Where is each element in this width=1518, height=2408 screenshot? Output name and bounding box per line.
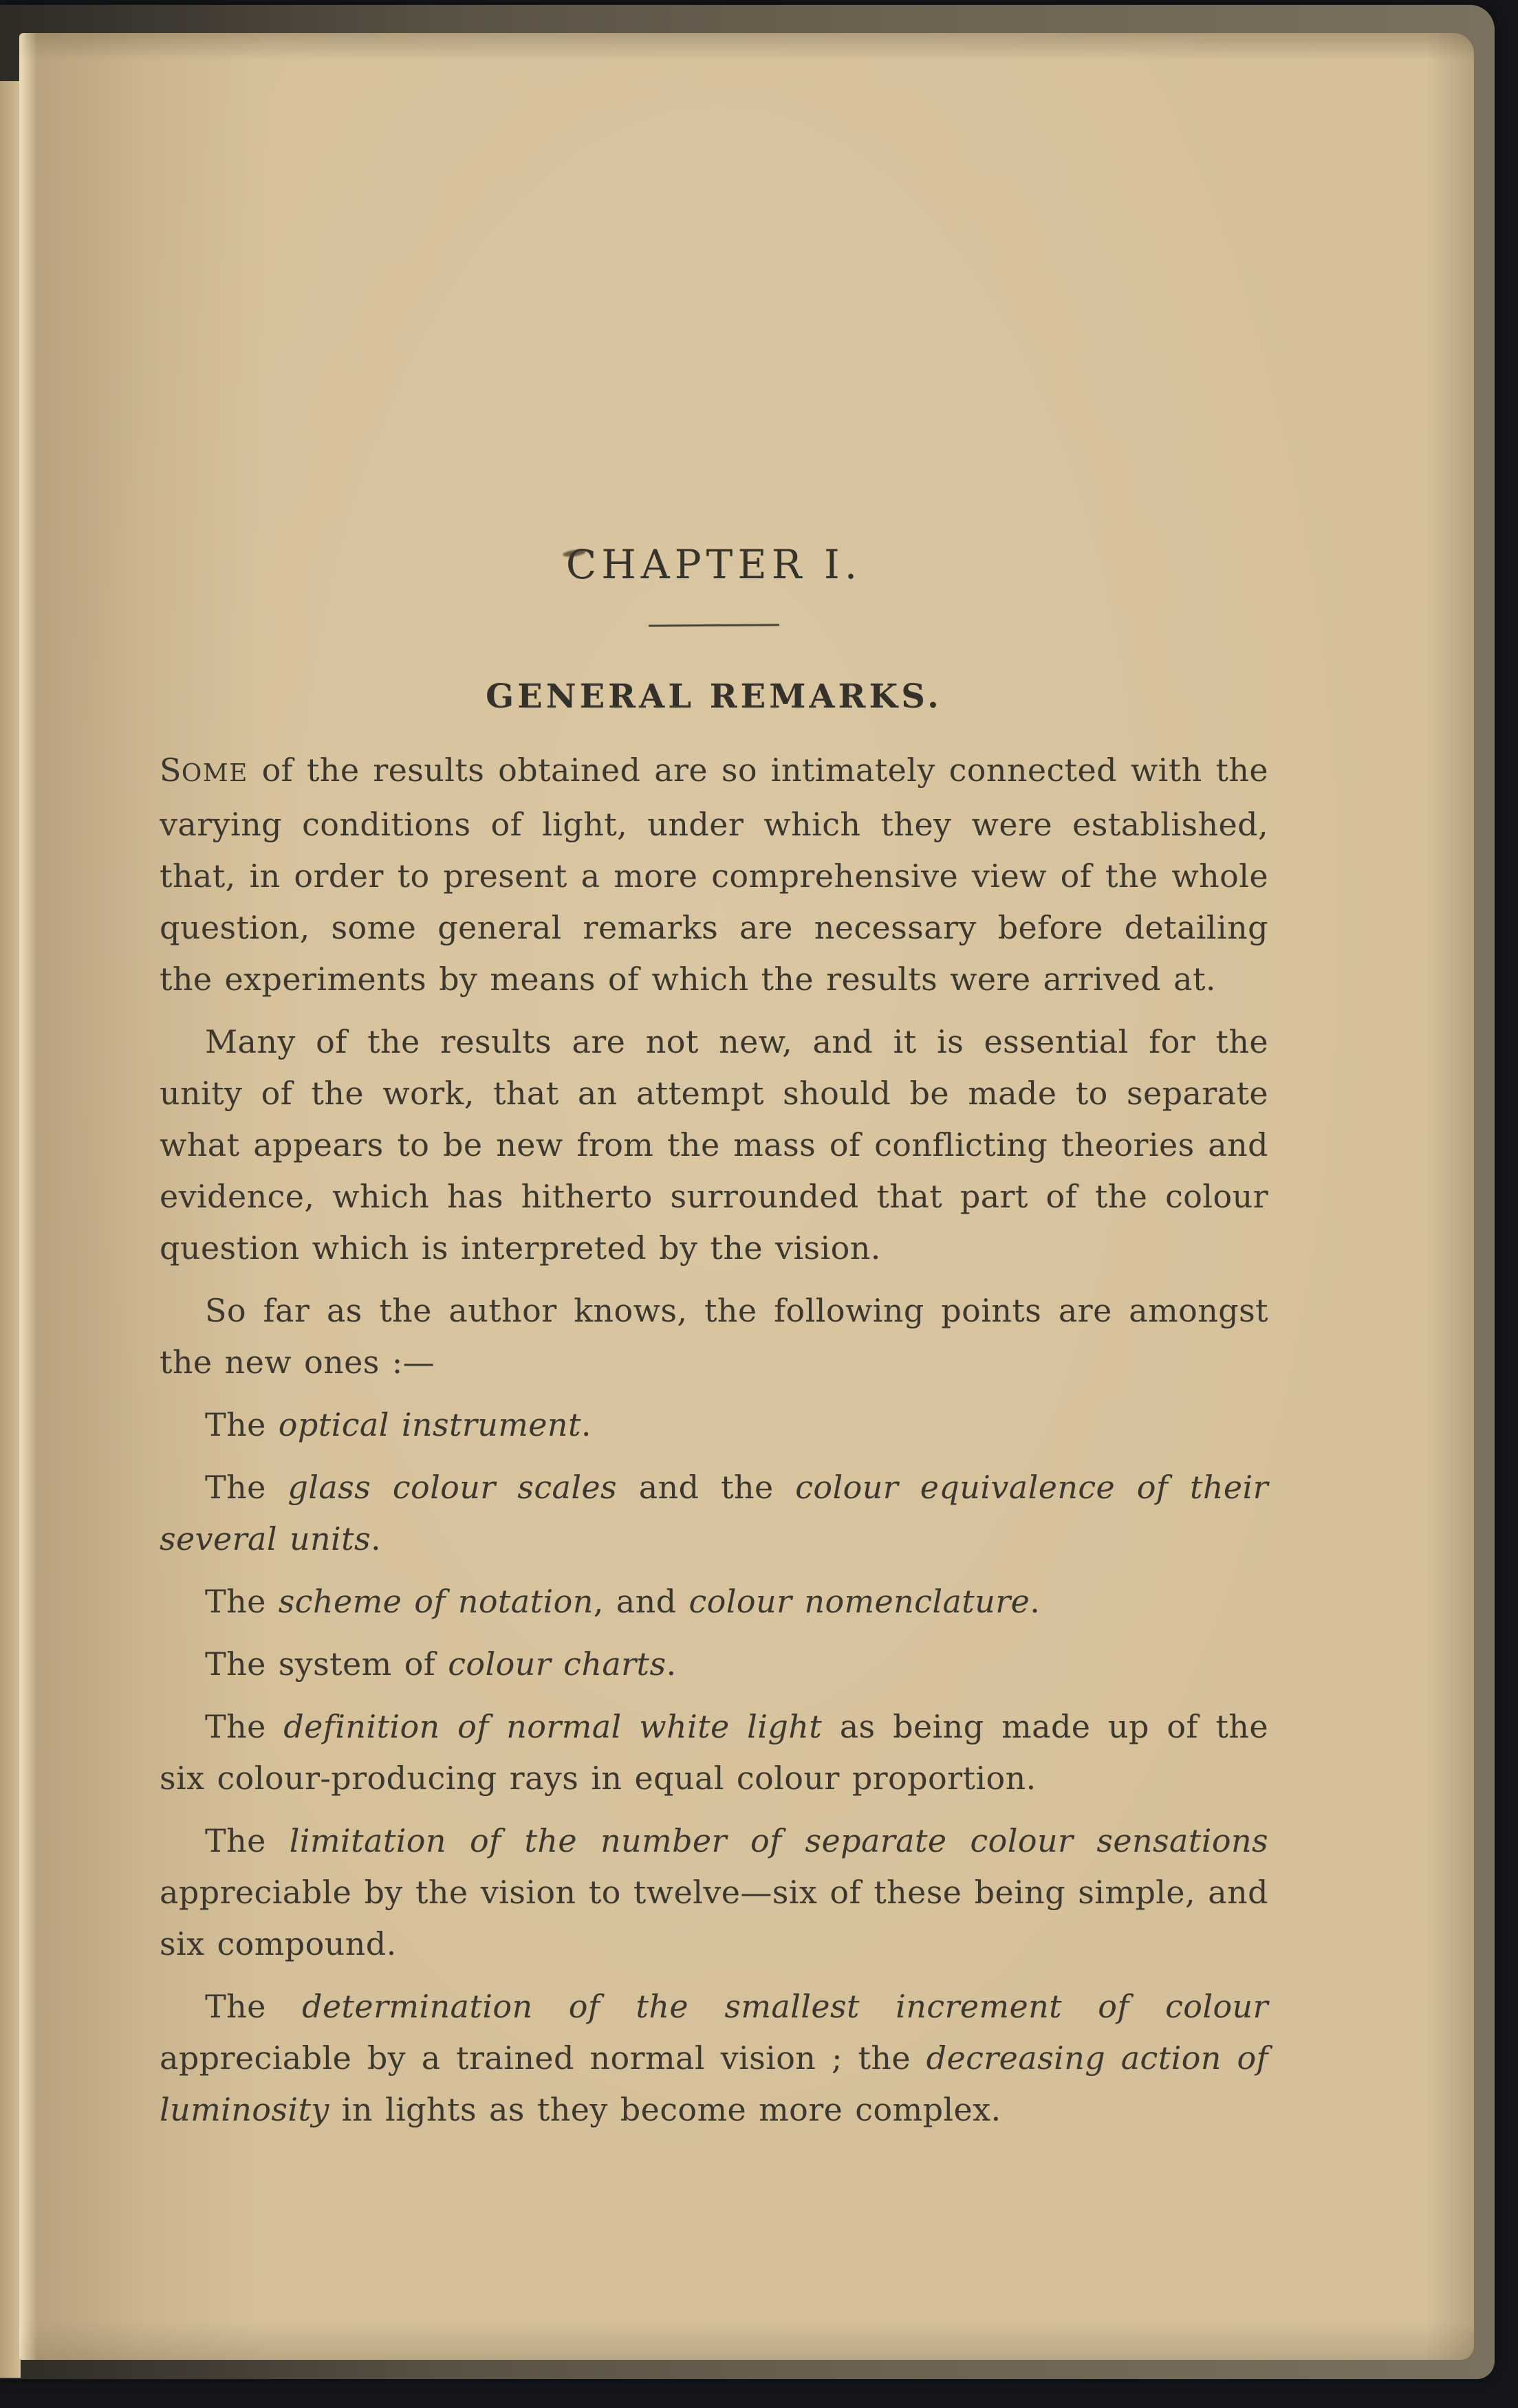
list-item-smallest-increment: The determination of the smallest increment of colour appreciable by a trained normal vision ; the decreasing action of luminosity in lights as they become more complex. (160, 1988, 1268, 2128)
book-page (19, 33, 1474, 2360)
list-item-colour-charts: The system of colour charts. (205, 1645, 677, 1683)
chapter-title: CHAPTER I. (565, 541, 863, 588)
page-content (160, 541, 1268, 2136)
list-item-glass-colour-scales: The glass colour scales and the colour equivalence of their several units. (160, 1469, 1268, 1557)
list-item-normal-white-light: The definition of normal white light as being made up of the six colour-producing rays in equal colour proportion. (160, 1708, 1268, 1797)
section-title: GENERAL REMARKS. (486, 677, 942, 716)
section-divider (649, 624, 779, 626)
paragraph-many-results: Many of the results are not new, and it is essential for the unity of the work, that an attempt should be made to separate what appears to be new from the mass of conflicting theories and evidence, which has hitherto surrounded that part of the colour question which is interpreted by the vision. (160, 1023, 1268, 1267)
previous-page-edge (0, 81, 21, 2378)
list-item-colour-sensations: The limitation of the number of separate colour sensations appreciable by the vision to twelve—six of these being simple, and six compound. (160, 1822, 1268, 1962)
paragraph-new-points: So far as the author knows, the following points are amongst the new ones :— (160, 1292, 1268, 1381)
list-item-optical-instrument: The optical instrument. (205, 1406, 592, 1443)
paragraph-intro: SOME of the results obtained are so intimately connected with the varying conditions of light, under which they were established, that, in order to present a more comprehensive view of the whole question, some general remarks are necessary before detailing the experiments by means of which the results were arrived at. (160, 752, 1268, 998)
list-item-scheme-of-notation: The scheme of notation, and colour nomenclature. (205, 1583, 1041, 1620)
